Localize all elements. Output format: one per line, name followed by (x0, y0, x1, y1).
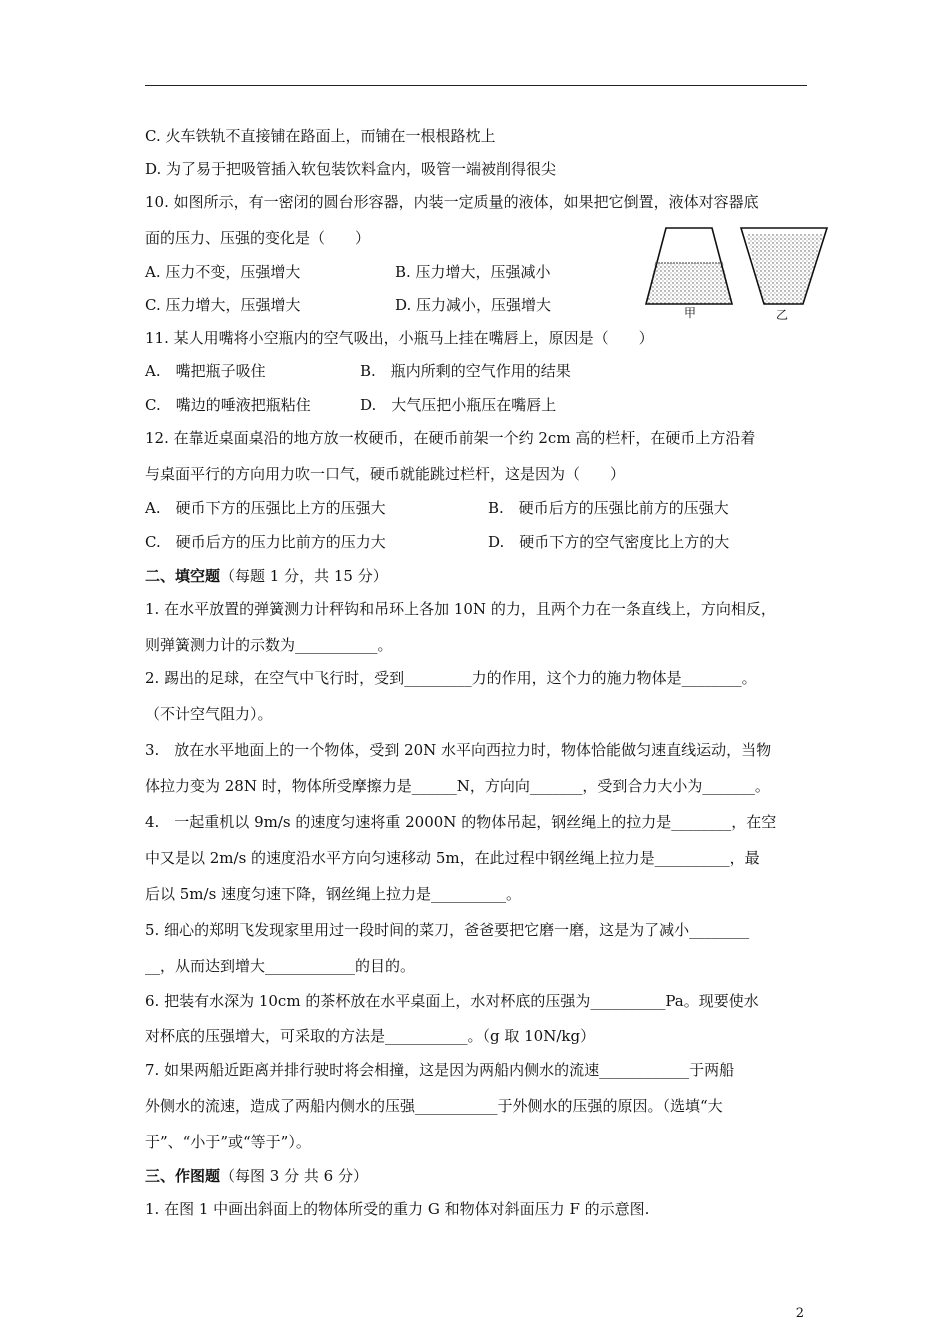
fill-7-cont: 外侧水的流速，造成了两船内侧水的压强___________于外侧水的压强的原因。（选填“大 (145, 1097, 723, 1115)
figure-label-yi: 乙 (776, 308, 789, 322)
q9-option-d: D. 为了易于把吸管插入软包装饮料盒内，吸管一端被削得很尖 (145, 160, 557, 178)
fill-4-cont: 中又是以 2m/s 的速度沿水平方向匀速移动 5m，在此过程中钢丝绳上拉力是__________，最 (145, 849, 760, 867)
q12-option-a: A. 硬币下方的压强比上方的压强大 (145, 499, 386, 517)
fill-2-cont: （不计空气阻力）。 (145, 705, 273, 723)
container-figure (640, 226, 830, 322)
q10-option-b: B. 压力增大，压强减小 (395, 263, 551, 281)
page-number: 2 (795, 1306, 804, 1321)
q10-option-d: D. 压力减小，压强增大 (395, 296, 552, 314)
q12-stem: 12. 在靠近桌面桌沿的地方放一枚硬币，在硬币前架一个约 2cm 高的栏杆，在硬币上方沿着 (145, 429, 756, 447)
container-jia (646, 228, 732, 304)
q12-stem-cont: 与桌面平行的方向用力吹一口气，硬币就能跳过栏杆，这是因为（ ） (145, 465, 626, 483)
q10-option-c: C. 压力增大，压强增大 (145, 296, 301, 314)
q11-option-c: C. 嘴边的唾液把瓶粘住 (145, 396, 311, 414)
q11-option-d: D. 大气压把小瓶压在嘴唇上 (360, 396, 557, 414)
header-rule (145, 85, 807, 86)
fill-3: 3. 放在水平地面上的一个物体，受到 20N 水平向西拉力时，物体恰能做匀速直线运动，当物 (145, 741, 772, 759)
fill-5-cont: __，从而达到增大____________的目的。 (145, 957, 416, 975)
section-2-note: （每题 1 分，共 15 分） (220, 567, 388, 585)
q12-option-d: D. 硬币下方的空气密度比上方的大 (488, 533, 730, 551)
fill-7-cont2: 于”、“小于”或“等于”）。 (145, 1133, 311, 1151)
fill-1-cont: 则弹簧测力计的示数为___________。 (145, 636, 393, 654)
fill-6: 6. 把装有水深为 10cm 的茶杯放在水平桌面上，水对杯底的压强为__________Pa。现要使水 (145, 992, 759, 1010)
fill-3-cont: 体拉力变为 28N 时，物体所受摩擦力是______N，方向向_______，受到合力大小为_______。 (145, 777, 770, 795)
fill-1: 1. 在水平放置的弹簧测力计秤钩和吊环上各加 10N 的力，且两个力在一条直线上，方向相反， (145, 600, 776, 618)
section-3-heading (145, 1166, 368, 1186)
q11-option-b: B. 瓶内所剩的空气作用的结果 (360, 362, 571, 380)
q10-stem: 10. 如图所示，有一密闭的圆台形容器，内装一定质量的液体，如果把它倒置，液体对容器底 (145, 193, 759, 211)
fill-4-cont2: 后以 5m/s 速度匀速下降，钢丝绳上拉力是__________。 (145, 885, 522, 903)
q10-option-a: A. 压力不变，压强增大 (145, 263, 301, 281)
q12-option-b: B. 硬币后方的压强比前方的压强大 (488, 499, 729, 517)
fill-7: 7. 如果两船近距离并排行驶时将会相撞，这是因为两船内侧水的流速____________于两船 (145, 1061, 735, 1079)
fill-2: 2. 踢出的足球，在空气中飞行时，受到_________力的作用，这个力的施力物体是________。 (145, 669, 757, 687)
q12-option-c: C. 硬币后方的压力比前方的压力大 (145, 533, 386, 551)
draw-1: 1. 在图 1 中画出斜面上的物体所受的重力 G 和物体对斜面压力 F 的示意图. (145, 1200, 650, 1218)
q9-option-c: C. 火车铁轨不直接铺在路面上，而铺在一根根路枕上 (145, 127, 496, 145)
section-2-title: 二、填空题 (145, 567, 221, 585)
section-3-title: 三、作图题 (145, 1167, 221, 1185)
q11-option-a: A. 嘴把瓶子吸住 (145, 362, 266, 380)
q11-stem: 11. 某人用嘴将小空瓶内的空气吸出，小瓶马上挂在嘴唇上，原因是（ ） (145, 329, 654, 347)
figure-label-jia: 甲 (684, 306, 697, 320)
fill-4: 4. 一起重机以 9m/s 的速度匀速将重 2000N 的物体吊起，钢丝绳上的拉力是________，在空 (145, 813, 777, 831)
fill-5: 5. 细心的郑明飞发现家里用过一段时间的菜刀，爸爸要把它磨一磨，这是为了减小________ (145, 921, 750, 939)
section-2-heading (145, 566, 388, 586)
section-3-note: （每图 3 分 共 6 分） (220, 1167, 368, 1185)
q10-stem-cont: 面的压力、压强的变化是（ ） (145, 229, 371, 247)
fill-6-cont: 对杯底的压强增大，可采取的方法是___________。（g 取 10N/kg） (145, 1027, 596, 1045)
container-yi (741, 228, 827, 304)
